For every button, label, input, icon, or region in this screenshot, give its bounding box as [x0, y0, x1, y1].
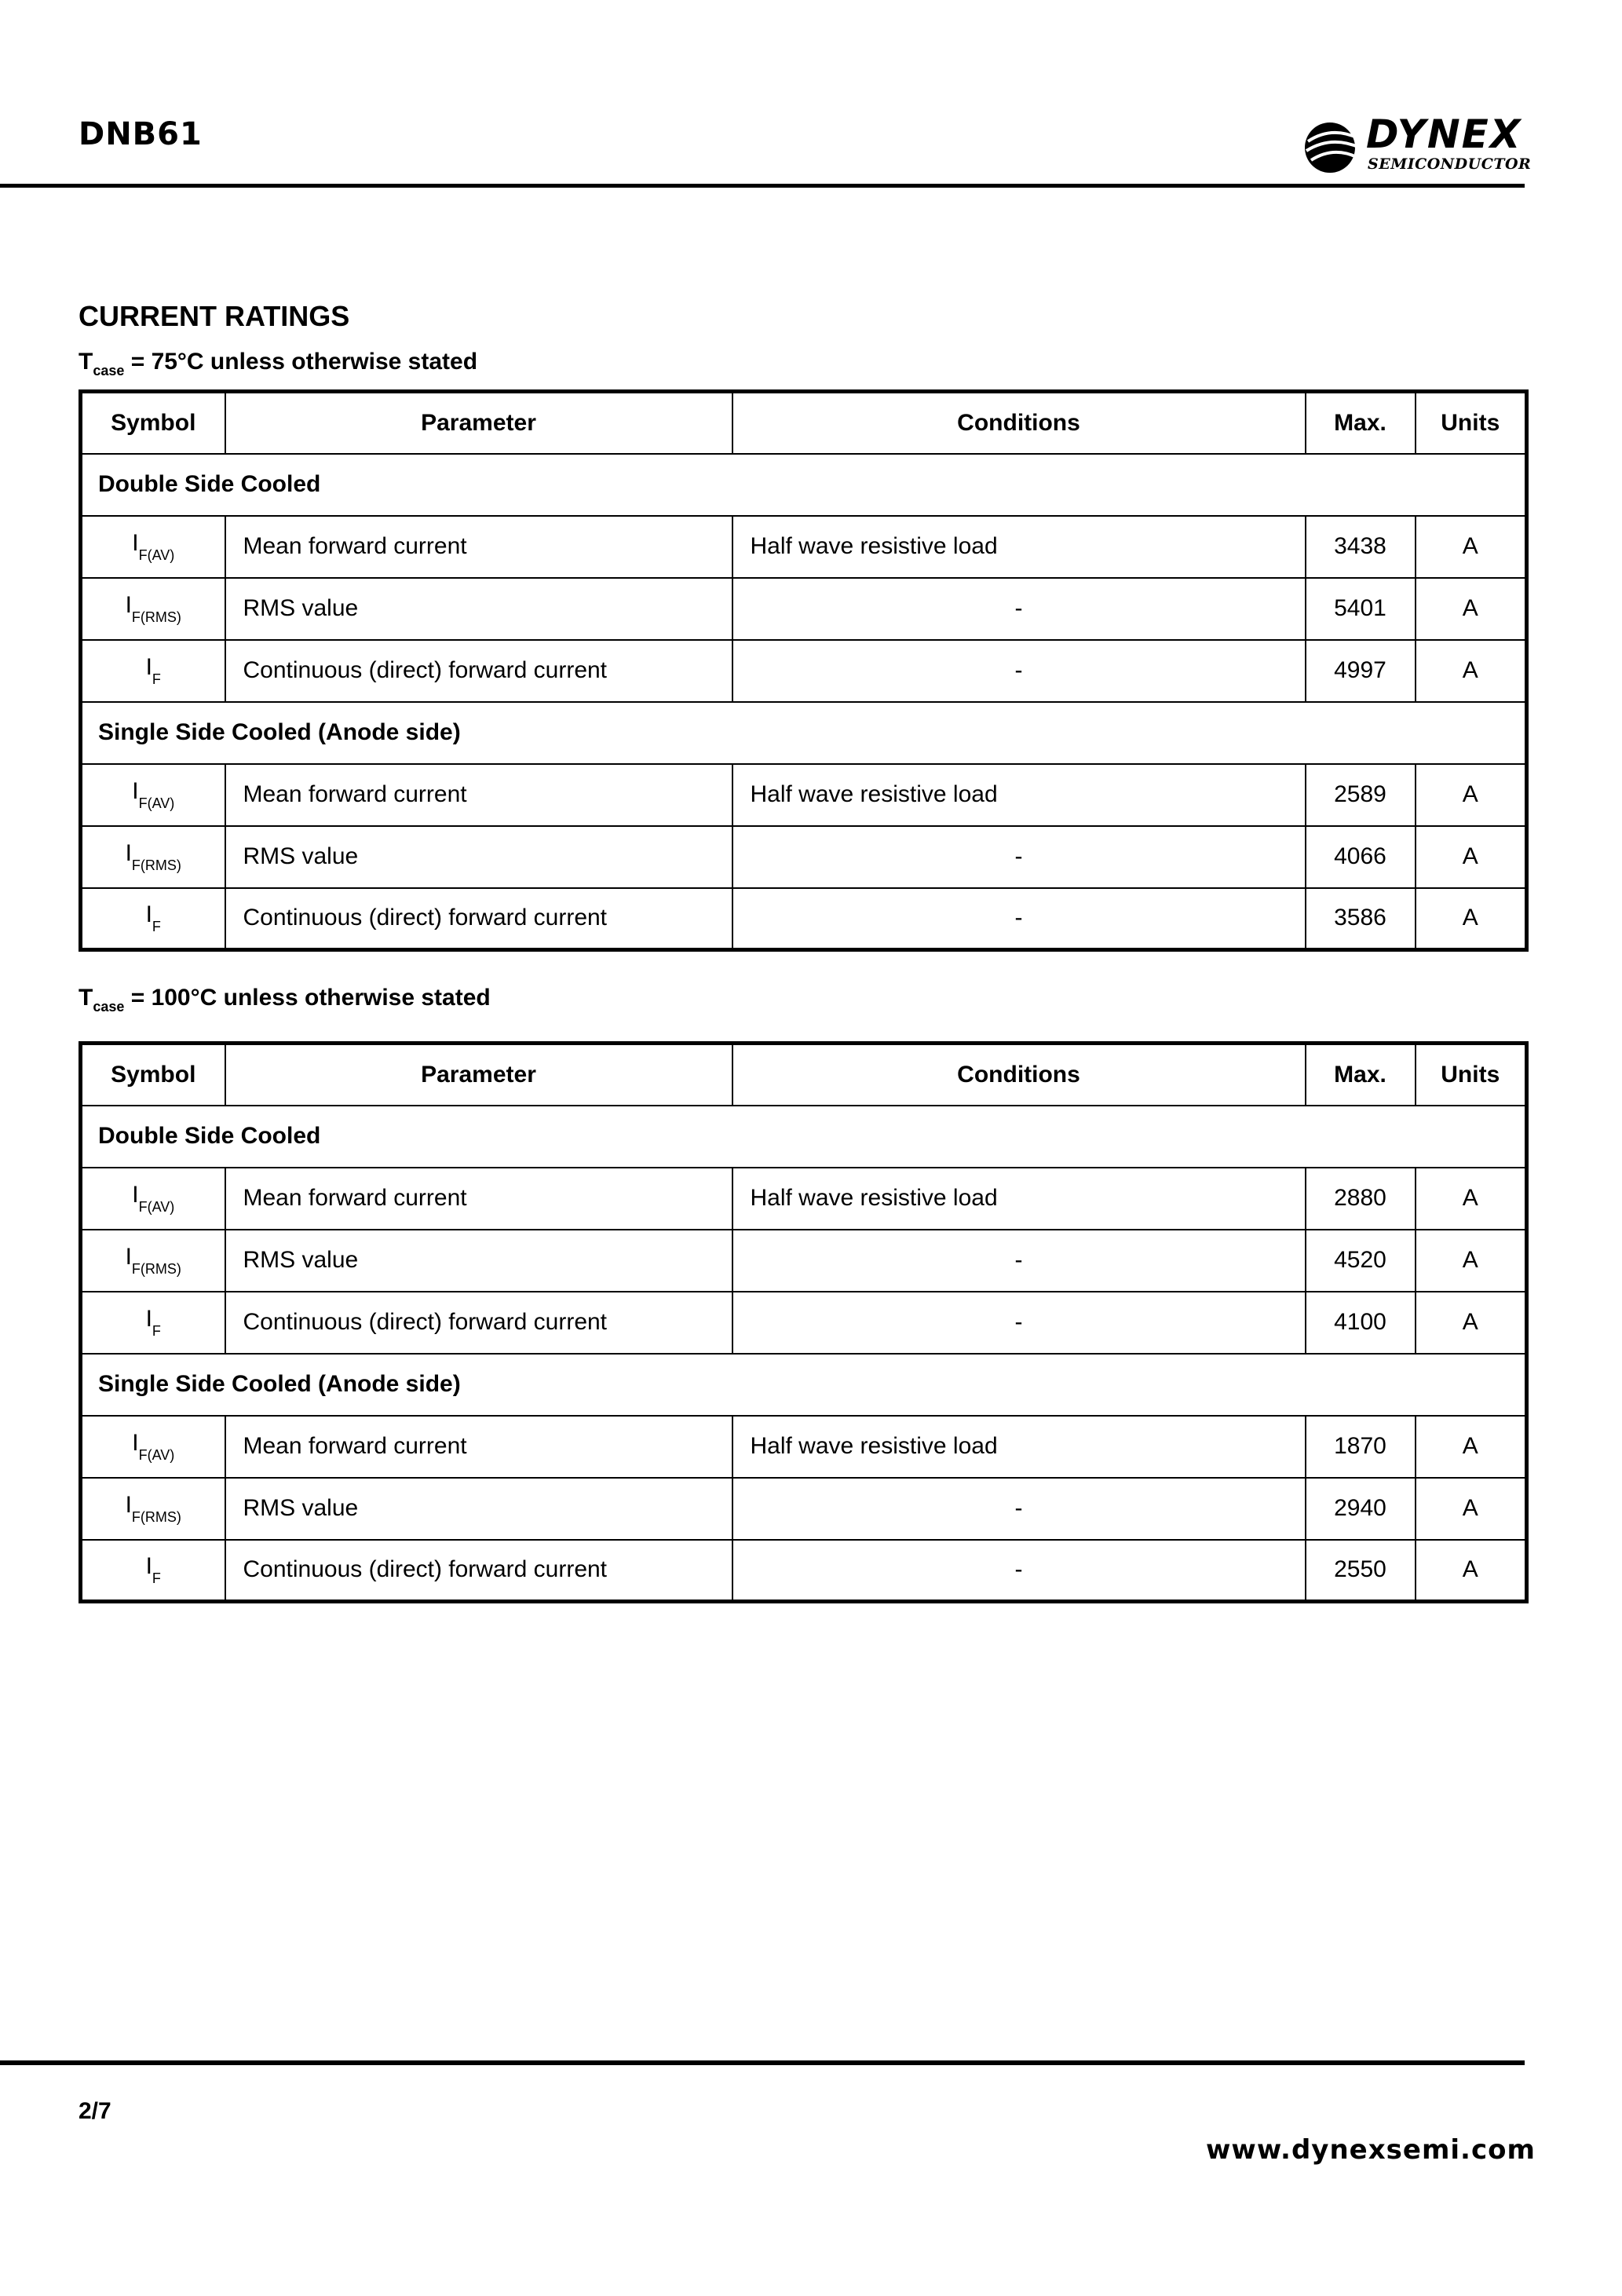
- conditions-cell: -: [732, 1292, 1306, 1354]
- max-value-cell: 2880: [1306, 1168, 1416, 1230]
- table-header-row: [81, 1044, 1527, 1106]
- parameter-cell: Mean forward current: [225, 1416, 732, 1478]
- group-row: [81, 1354, 1527, 1416]
- parameter-cell: RMS value: [225, 578, 732, 640]
- parameter-cell: RMS value: [225, 826, 732, 888]
- header-max: Max.: [1306, 392, 1416, 454]
- conditions-cell: Half wave resistive load: [732, 1168, 1306, 1230]
- symbol-cell: [81, 1292, 225, 1354]
- parameter-cell: Mean forward current: [225, 516, 732, 578]
- symbol-subscript: F(AV): [138, 795, 175, 811]
- section-title: CURRENT RATINGS: [79, 300, 350, 332]
- table-row: [81, 1230, 1527, 1292]
- table-row: [81, 1416, 1527, 1478]
- group-title: Double Side Cooled: [81, 1106, 1527, 1168]
- header-max: Max.: [1306, 1044, 1416, 1106]
- parameter-cell: Continuous (direct) forward current: [225, 888, 732, 950]
- table-row: [81, 578, 1527, 640]
- symbol-main: I: [125, 839, 132, 866]
- max-value-cell: 3586: [1306, 888, 1416, 950]
- symbol-main: I: [145, 1305, 152, 1332]
- logo-subtitle: SEMICONDUCTOR: [1368, 155, 1532, 173]
- symbol-main: I: [125, 1491, 132, 1518]
- symbol-cell: [81, 516, 225, 578]
- table-row: [81, 1168, 1527, 1230]
- symbol-cell: [81, 1416, 225, 1478]
- max-value-cell: 2940: [1306, 1478, 1416, 1540]
- symbol-cell: [81, 1540, 225, 1602]
- units-cell: A: [1416, 516, 1527, 578]
- table-row: [81, 764, 1527, 826]
- ratings-table-2: [79, 1041, 1529, 1603]
- group-title: Double Side Cooled: [81, 454, 1527, 516]
- conditions-cell: Half wave resistive load: [732, 1416, 1306, 1478]
- header-parameter: Parameter: [225, 1044, 732, 1106]
- table-row: [81, 1540, 1527, 1602]
- units-cell: A: [1416, 578, 1527, 640]
- units-cell: A: [1416, 826, 1527, 888]
- symbol-main: I: [145, 901, 152, 927]
- parameter-cell: Continuous (direct) forward current: [225, 1292, 732, 1354]
- symbol-subscript: F(AV): [138, 1198, 175, 1215]
- max-value-cell: 5401: [1306, 578, 1416, 640]
- table-row: [81, 640, 1527, 702]
- symbol-cell: [81, 640, 225, 702]
- units-cell: A: [1416, 1168, 1527, 1230]
- symbol-subscript: F(RMS): [131, 1260, 181, 1277]
- symbol-subscript: F: [152, 671, 161, 687]
- symbol-main: I: [132, 1429, 139, 1456]
- parameter-cell: RMS value: [225, 1478, 732, 1540]
- max-value-cell: 2550: [1306, 1540, 1416, 1602]
- symbol-cell: [81, 764, 225, 826]
- ratings-table-1: [79, 389, 1529, 952]
- symbol-main: I: [145, 1552, 152, 1579]
- page-number: 2/7: [79, 2098, 111, 2124]
- conditions-cell: Half wave resistive load: [732, 764, 1306, 826]
- group-row: [81, 454, 1527, 516]
- units-cell: A: [1416, 1230, 1527, 1292]
- symbol-subscript: F(AV): [138, 1446, 175, 1463]
- footer-rule: [0, 2060, 1525, 2065]
- symbol-main: I: [132, 529, 139, 556]
- max-value-cell: 3438: [1306, 516, 1416, 578]
- group-title: Single Side Cooled (Anode side): [81, 702, 1527, 764]
- conditions-cell: -: [732, 578, 1306, 640]
- symbol-subscript: F(RMS): [131, 609, 181, 625]
- header-parameter: Parameter: [225, 392, 732, 454]
- conditions-cell: -: [732, 640, 1306, 702]
- group-row: [81, 1106, 1527, 1168]
- parameter-cell: RMS value: [225, 1230, 732, 1292]
- table-row: [81, 826, 1527, 888]
- max-value-cell: 4520: [1306, 1230, 1416, 1292]
- symbol-cell: [81, 826, 225, 888]
- conditions-cell: -: [732, 1478, 1306, 1540]
- parameter-cell: Continuous (direct) forward current: [225, 640, 732, 702]
- symbol-cell: [81, 1168, 225, 1230]
- part-number: DNB61: [79, 116, 203, 152]
- symbol-main: I: [132, 777, 139, 804]
- max-value-cell: 4066: [1306, 826, 1416, 888]
- table-row: [81, 888, 1527, 950]
- parameter-cell: Continuous (direct) forward current: [225, 1540, 732, 1602]
- units-cell: A: [1416, 764, 1527, 826]
- header-conditions: Conditions: [732, 1044, 1306, 1106]
- conditions-cell: Half wave resistive load: [732, 516, 1306, 578]
- symbol-subscript: F(RMS): [131, 1508, 181, 1525]
- header-conditions: Conditions: [732, 392, 1306, 454]
- symbol-main: I: [125, 1243, 132, 1270]
- table-header-row: [81, 392, 1527, 454]
- conditions-cell: -: [732, 826, 1306, 888]
- conditions-cell: -: [732, 888, 1306, 950]
- table2-condition: $T_{case} = 100^\circ C$ unless otherwise stated: [79, 985, 491, 1015]
- parameter-cell: Mean forward current: [225, 764, 732, 826]
- max-value-cell: 4997: [1306, 640, 1416, 702]
- group-row: [81, 702, 1527, 764]
- units-cell: A: [1416, 640, 1527, 702]
- symbol-main: I: [125, 591, 132, 618]
- symbol-subscript: F(RMS): [131, 857, 181, 873]
- units-cell: A: [1416, 1478, 1527, 1540]
- website-url: www.dynexsemi.com: [1206, 2134, 1536, 2166]
- symbol-cell: [81, 888, 225, 950]
- units-cell: A: [1416, 1292, 1527, 1354]
- units-cell: A: [1416, 888, 1527, 950]
- table-row: [81, 516, 1527, 578]
- symbol-subscript: F: [152, 918, 161, 934]
- table-row: [81, 1292, 1527, 1354]
- symbol-cell: [81, 578, 225, 640]
- parameter-cell: Mean forward current: [225, 1168, 732, 1230]
- units-cell: A: [1416, 1540, 1527, 1602]
- symbol-subscript: F: [152, 1570, 161, 1586]
- symbol-subscript: F: [152, 1322, 161, 1339]
- header-symbol: Symbol: [81, 392, 225, 454]
- header-units: Units: [1416, 392, 1527, 454]
- dynex-globe-logo-icon: [1300, 118, 1363, 174]
- units-cell: A: [1416, 1416, 1527, 1478]
- symbol-main: I: [132, 1181, 139, 1208]
- header-rule: [0, 184, 1525, 188]
- symbol-subscript: F(AV): [138, 547, 175, 563]
- symbol-cell: [81, 1478, 225, 1540]
- max-value-cell: 1870: [1306, 1416, 1416, 1478]
- conditions-cell: -: [732, 1230, 1306, 1292]
- max-value-cell: 2589: [1306, 764, 1416, 826]
- logo-wordmark: DYNEX: [1366, 112, 1522, 157]
- table-row: [81, 1478, 1527, 1540]
- max-value-cell: 4100: [1306, 1292, 1416, 1354]
- group-title: Single Side Cooled (Anode side): [81, 1354, 1527, 1416]
- symbol-main: I: [145, 653, 152, 680]
- table1-condition: $T_{case} = 75^\circ C$ unless otherwise stated: [79, 349, 478, 378]
- dynex-logo: [1300, 112, 1532, 177]
- symbol-cell: [81, 1230, 225, 1292]
- header-units: Units: [1416, 1044, 1527, 1106]
- conditions-cell: -: [732, 1540, 1306, 1602]
- header-symbol: Symbol: [81, 1044, 225, 1106]
